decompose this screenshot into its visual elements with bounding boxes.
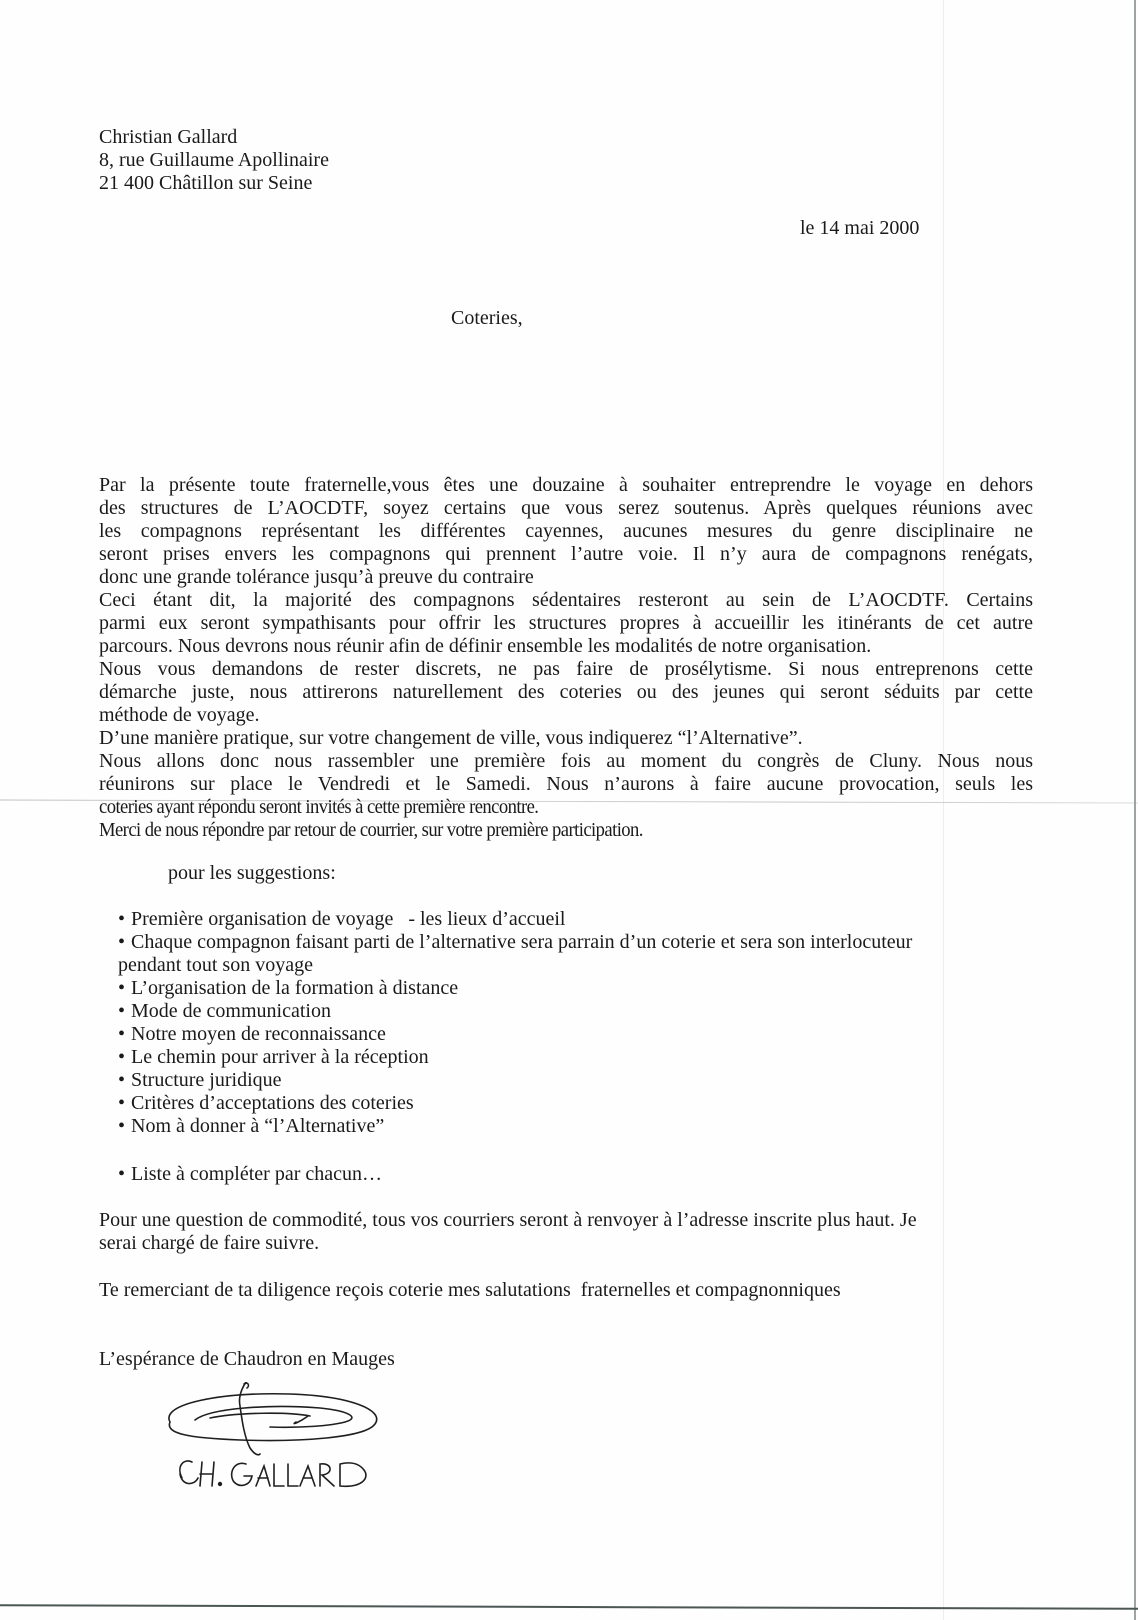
bullet-icon: • <box>118 977 126 999</box>
list-item <box>118 1046 912 1069</box>
list-item-text: Nom à donner à “l’Alternative” <box>131 1115 385 1137</box>
list-item-continuation: pendant tout son voyage <box>118 954 313 976</box>
bullet-icon: • <box>118 1000 126 1022</box>
signature-icon <box>150 1382 420 1492</box>
list-item-text: Chaque compagnon faisant parti de l’alternative sera parrain d’un coterie et sera son interlocuteur <box>131 931 913 953</box>
body-line: méthode de voyage. <box>99 704 260 726</box>
body-line: Ceci étant dit, la majorité des compagnons sédentaires resteront au sein de L’AOCDTF. Certains <box>99 589 1033 611</box>
closing-line: Pour une question de commodité, tous vos courriers seront à renvoyer à l’adresse inscrite plus haut. Je <box>99 1209 917 1231</box>
body-line: Par la présente toute fraternelle,vous êtes une douzaine à souhaiter entreprendre le voyage en dehors <box>99 474 1033 496</box>
list-item <box>118 1023 912 1046</box>
list-item <box>118 977 912 1000</box>
bullet-icon: • <box>118 1069 126 1091</box>
sender-address <box>99 126 329 195</box>
letter-body <box>99 474 1033 842</box>
bullet-icon: • <box>118 1163 126 1185</box>
suggestions-title: pour les suggestions: <box>168 862 336 884</box>
list-item-text: Première organisation de voyage - les lieux d’accueil <box>131 908 566 930</box>
list-item <box>118 1000 912 1023</box>
body-line: coteries ayant répondu seront invités à cette première rencontre. <box>99 796 539 818</box>
sender-city: 21 400 Châtillon sur Seine <box>99 172 313 194</box>
body-line: parcours. Nous devrons nous réunir afin de définir ensemble les modalités de notre organisation. <box>99 635 872 657</box>
letter-date: le 14 mai 2000 <box>800 217 920 239</box>
page-right-edge <box>1134 0 1136 1620</box>
bullet-icon: • <box>118 931 126 953</box>
list-item <box>118 1092 912 1115</box>
suggestions-list <box>118 908 912 1138</box>
closing-paragraph <box>99 1209 1033 1255</box>
list-item <box>118 931 912 977</box>
list-item-text: Mode de communication <box>131 1000 331 1022</box>
page-bottom-edge <box>0 1604 1138 1610</box>
body-line: Nous vous demandons de rester discrets, ne pas faire de prosélytisme. Si nous entreprenons cette <box>99 658 1033 680</box>
signoff: L’espérance de Chaudron en Mauges <box>99 1348 395 1370</box>
salutation: Coteries, <box>451 307 523 329</box>
list-item-extra <box>118 1163 382 1186</box>
list-item <box>118 1069 912 1092</box>
list-item-text: L’organisation de la formation à distance <box>131 977 459 999</box>
body-line: Merci de nous répondre par retour de courrier, sur votre première participation. <box>99 819 643 841</box>
sender-name: Christian Gallard <box>99 126 238 148</box>
list-item <box>118 908 912 931</box>
bullet-icon: • <box>118 1023 126 1045</box>
closing-line: serai chargé de faire suivre. <box>99 1232 320 1254</box>
list-item-text: Le chemin pour arriver à la réception <box>131 1046 429 1068</box>
body-line: D’une manière pratique, sur votre changement de ville, vous indiquerez “l’Alternative”. <box>99 727 803 749</box>
bullet-icon: • <box>118 908 126 930</box>
closing-greeting: Te remerciant de ta diligence reçois coterie mes salutations fraternelles et compagnonniques <box>99 1279 841 1301</box>
body-line: réunirons sur place le Vendredi et le Samedi. Nous n’aurons à faire aucune provocation, seuls les <box>99 773 1033 795</box>
list-item-text: Critères d’acceptations des coteries <box>131 1092 414 1114</box>
bullet-icon: • <box>118 1046 126 1068</box>
body-line: démarche juste, nous attirerons naturellement des coteries ou des jeunes qui seront séduits par cette <box>99 681 1033 703</box>
body-line: parmi eux seront sympathisants pour offrir les structures propres à accueillir les itinérants de cet autre <box>99 612 1033 634</box>
bullet-icon: • <box>118 1092 126 1114</box>
list-item-text: Notre moyen de reconnaissance <box>131 1023 386 1045</box>
body-line: les compagnons représentant les différentes cayennes, aucunes mesures du genre disciplinaire ne <box>99 520 1033 542</box>
bullet-icon: • <box>118 1115 126 1137</box>
list-item-text: Structure juridique <box>131 1069 282 1091</box>
sender-street: 8, rue Guillaume Apollinaire <box>99 149 329 171</box>
body-line: des structures de L’AOCDTF, soyez certains que vous serez soutenus. Après quelques réunions avec <box>99 497 1033 519</box>
body-line: donc une grande tolérance jusqu’à preuve du contraire <box>99 566 534 588</box>
body-line: seront prises envers les compagnons qui prennent l’autre voie. Il n’y aura de compagnons renégats, <box>99 543 1033 565</box>
list-item <box>118 1115 912 1138</box>
list-item-text: Liste à compléter par chacun… <box>131 1163 382 1185</box>
body-line: Nous allons donc nous rassembler une première fois au moment du congrès de Cluny. Nous nous <box>99 750 1033 772</box>
